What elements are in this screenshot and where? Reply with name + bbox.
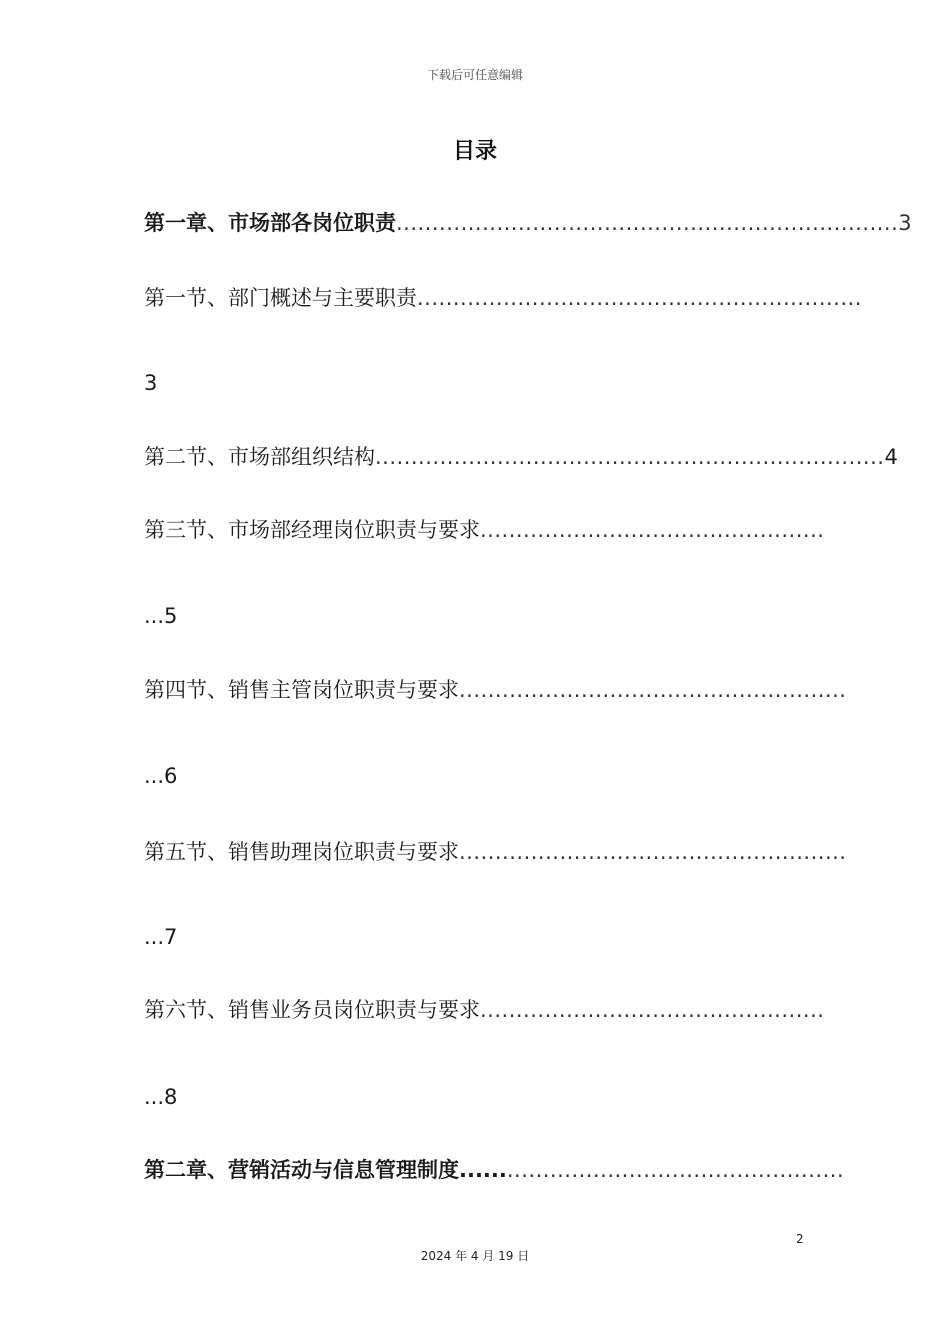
toc-leader-dots: ............................................... (506, 1158, 845, 1182)
toc-entry-chapter-2[interactable] (144, 1155, 845, 1185)
toc-entry-title: 第四节、销售主管岗位职责与要求 (144, 678, 459, 702)
toc-entry-page-wrapped: 3 (144, 371, 158, 395)
toc-entry-title: 第二节、市场部组织结构 (144, 445, 375, 469)
toc-entry-page-wrapped: ...5 (144, 604, 178, 628)
page-header: 下载后可任意编辑 (426, 68, 523, 82)
toc-entry-title: 第二章、营销活动与信息管理制度...... (144, 1158, 507, 1182)
toc-entry-page-wrapped: ...8 (144, 1085, 178, 1109)
toc-leader-dots: ....................................................................... (375, 445, 885, 469)
toc-entry-section-5[interactable] (144, 837, 847, 867)
toc-entry-title: 第六节、销售业务员岗位职责与要求 (144, 998, 480, 1022)
toc-entry-title: 第一章、市场部各岗位职责 (144, 211, 396, 235)
toc-leader-dots: ...................................................... (459, 840, 847, 864)
toc-entry-section-3[interactable] (144, 515, 825, 545)
page-footer-date: 2024 年 4 月 19 日 (420, 1249, 530, 1263)
toc-entry-page-wrapped: ...7 (144, 925, 178, 949)
toc-entry-title: 第三节、市场部经理岗位职责与要求 (144, 518, 480, 542)
toc-leader-dots: ................................................ (480, 518, 825, 542)
toc-entry-chapter-1[interactable] (144, 208, 913, 238)
toc-entry-page: 4 (884, 445, 898, 469)
toc-entry-section-1[interactable] (144, 283, 862, 313)
toc-entry-section-6[interactable] (144, 995, 825, 1025)
toc-leader-dots: ................................................ (480, 998, 825, 1022)
toc-entry-title: 第五节、销售助理岗位职责与要求 (144, 840, 459, 864)
toc-entry-section-2[interactable] (144, 442, 898, 472)
toc-entry-section-4[interactable] (144, 675, 847, 705)
toc-entry-page: 3 (898, 211, 913, 235)
toc-leader-dots: ...................................................................... (396, 211, 899, 235)
page-number: 2 (796, 1232, 804, 1246)
toc-entry-page-wrapped: ...6 (144, 764, 178, 788)
toc-leader-dots: ...................................................... (459, 678, 847, 702)
toc-leader-dots: .............................................................. (417, 286, 862, 310)
toc-title: 目录 (452, 139, 497, 164)
toc-entry-title: 第一节、部门概述与主要职责 (144, 286, 417, 310)
